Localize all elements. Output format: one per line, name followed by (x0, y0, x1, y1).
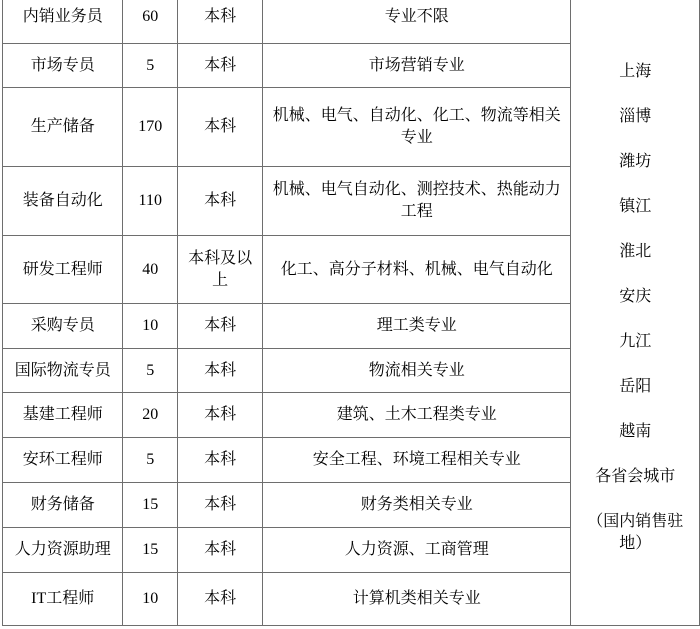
education-cell: 本科 (178, 349, 263, 393)
location-city: 淄博 (619, 108, 652, 125)
education-cell: 本科 (178, 393, 263, 438)
major-cell: 理工类专业 (263, 304, 571, 349)
count-cell: 5 (123, 349, 178, 393)
position-cell: 人力资源助理 (3, 528, 123, 573)
location-city: 各省会城市 (595, 468, 676, 485)
major-cell: 人力资源、工商管理 (263, 528, 571, 573)
position-cell: 财务储备 (3, 483, 123, 528)
position-cell: 基建工程师 (3, 393, 123, 438)
education-cell: 本科 (178, 304, 263, 349)
major-cell: 安全工程、环境工程相关专业 (263, 438, 571, 483)
count-cell: 60 (123, 0, 178, 44)
location-city: 上海 (619, 63, 652, 80)
education-cell: 本科 (178, 483, 263, 528)
location-city: 镇江 (619, 198, 652, 215)
position-cell: 市场专员 (3, 44, 123, 88)
education-cell: 本科 (178, 167, 263, 236)
major-cell: 计算机类相关专业 (263, 573, 571, 626)
major-cell: 专业不限 (263, 0, 571, 44)
major-cell: 建筑、土木工程类专业 (263, 393, 571, 438)
count-cell: 15 (123, 483, 178, 528)
position-cell: 安环工程师 (3, 438, 123, 483)
table-row (3, 0, 700, 44)
major-cell: 物流相关专业 (263, 349, 571, 393)
location-city: 九江 (619, 333, 652, 350)
count-cell: 20 (123, 393, 178, 438)
count-cell: 5 (123, 438, 178, 483)
job-table-body (3, 0, 700, 626)
position-cell: 采购专员 (3, 304, 123, 349)
count-cell: 10 (123, 304, 178, 349)
education-cell: 本科 (178, 88, 263, 167)
location-city: 潍坊 (619, 153, 652, 170)
education-cell: 本科 (178, 0, 263, 44)
location-note-line: 地） (619, 535, 652, 552)
location-city: 安庆 (619, 288, 652, 305)
education-cell: 本科及以上 (178, 236, 263, 304)
count-cell: 40 (123, 236, 178, 304)
position-cell: 国际物流专员 (3, 349, 123, 393)
location-city: 越南 (619, 423, 652, 440)
count-cell: 170 (123, 88, 178, 167)
count-cell: 15 (123, 528, 178, 573)
education-cell: 本科 (178, 573, 263, 626)
education-cell: 本科 (178, 44, 263, 88)
position-cell: 装备自动化 (3, 167, 123, 236)
major-cell: 机械、电气自动化、测控技术、热能动力工程 (263, 167, 571, 236)
count-cell: 110 (123, 167, 178, 236)
education-cell: 本科 (178, 438, 263, 483)
position-cell: 内销业务员 (3, 0, 123, 44)
location-city: 淮北 (619, 243, 652, 260)
location-city: 岳阳 (619, 378, 652, 395)
position-cell: IT工程师 (3, 573, 123, 626)
location-note-line: （国内销售驻 (587, 513, 684, 530)
job-recruitment-table (2, 0, 700, 626)
education-cell: 本科 (178, 528, 263, 573)
position-cell: 生产储备 (3, 88, 123, 167)
major-cell: 市场营销专业 (263, 44, 571, 88)
major-cell: 机械、电气、自动化、化工、物流等相关专业 (263, 88, 571, 167)
major-cell: 化工、高分子材料、机械、电气自动化 (263, 236, 571, 304)
location-cell (571, 0, 700, 626)
count-cell: 10 (123, 573, 178, 626)
position-cell: 研发工程师 (3, 236, 123, 304)
major-cell: 财务类相关专业 (263, 483, 571, 528)
count-cell: 5 (123, 44, 178, 88)
